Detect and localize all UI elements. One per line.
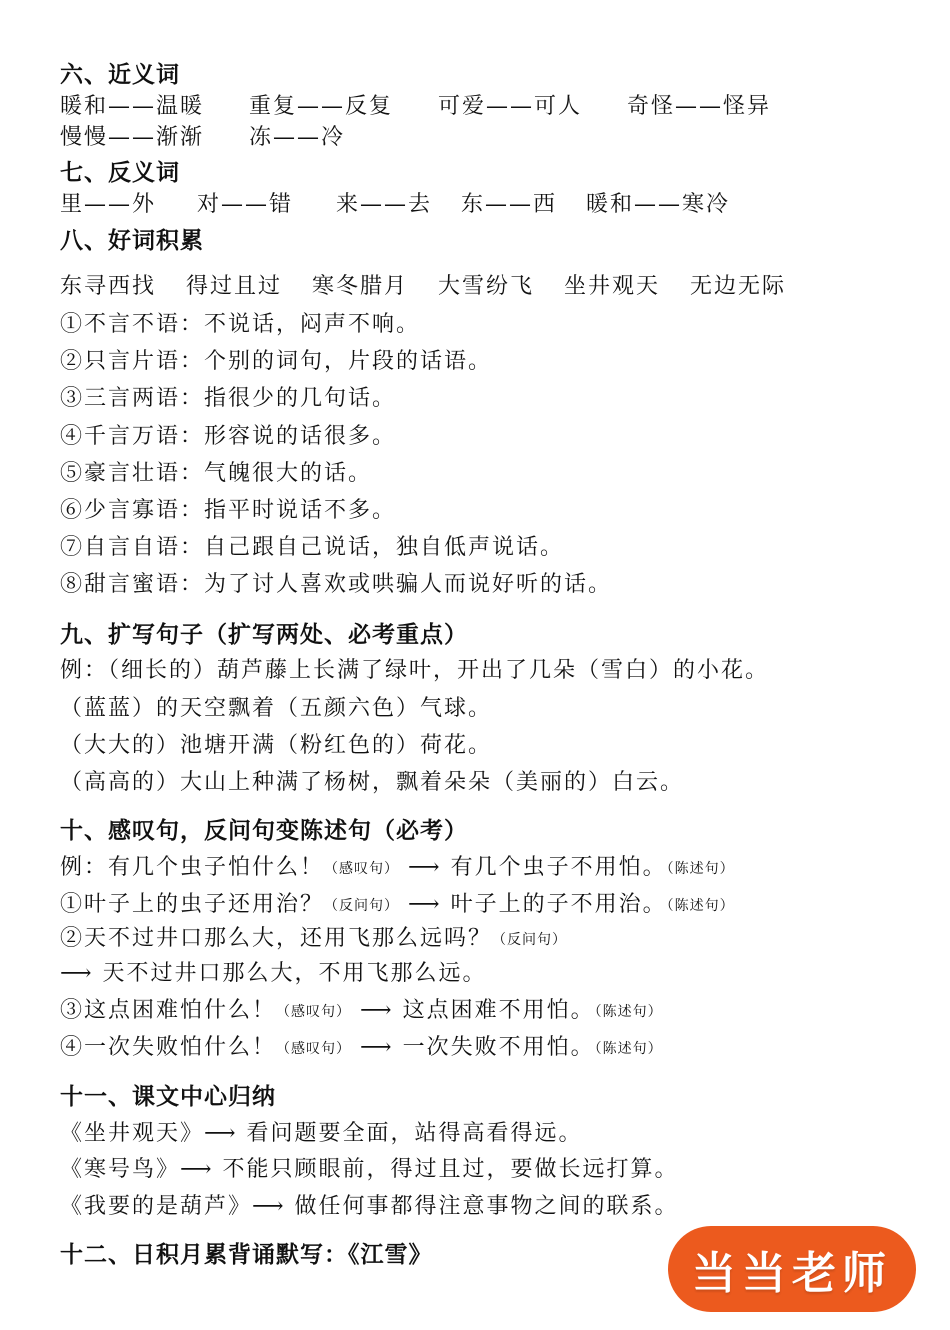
sentence-type-note: （感叹句） (276, 1041, 352, 1057)
sentence-transform-line (60, 1033, 663, 1064)
statement-sentence: 有几个虫子不用怕。 (450, 855, 667, 880)
statement-sentence: 天不过井口那么大，不用飞那么远。 (102, 961, 487, 986)
text-summary-line: 《坐井观天》⟶ 看问题要全面，站得高看得远。 (60, 1121, 583, 1146)
expand-sentence-line: （大大的）池塘开满（粉红色的）荷花。 (60, 733, 493, 758)
synonym-pair: 可爱——可人 (438, 94, 583, 119)
idiom-item: ①不言不语：不说话，闷声不响。 (60, 312, 421, 337)
sentence-type-note: （陈述句） (594, 1041, 663, 1057)
synonyms-row-2 (60, 123, 345, 153)
antonym-pair: 来——去 (336, 192, 433, 217)
original-sentence: ④一次失败怕什么！ (60, 1035, 277, 1060)
section-12-title: 十二、日积月累背诵默写：《江雪》 (60, 1242, 433, 1268)
arrow-icon: ⟶ (408, 892, 442, 917)
text-summary-line: 《寒号鸟》⟶ 不能只顾眼前，得过且过，要做长远打算。 (60, 1157, 679, 1182)
idiom-item: ⑧甜言蜜语：为了讨人喜欢或哄骗人而说好听的话。 (60, 572, 613, 597)
idiom-item: ②只言片语：个别的词句，片段的话语。 (60, 349, 493, 374)
text-summary-line: 《我要的是葫芦》⟶ 做任何事都得注意事物之间的联系。 (60, 1194, 679, 1219)
original-sentence: ③这点困难怕什么！ (60, 998, 277, 1023)
sentence-transform-line (60, 890, 735, 921)
idiom-item: ⑦自言自语：自己跟自己说话，独自低声说话。 (60, 535, 565, 560)
antonym-pair: 东——西 (461, 192, 558, 217)
sentence-type-note: （陈述句） (594, 1004, 663, 1020)
sentence-type-note: （反问句） (492, 932, 568, 948)
idiom-item: ⑤豪言壮语：气魄很大的话。 (60, 461, 373, 486)
section-8-title: 八、好词积累 (60, 228, 204, 254)
original-sentence: ①叶子上的虫子还用治？ (60, 892, 325, 917)
synonyms-row-1 (60, 92, 771, 122)
original-sentence: ②天不过井口那么大，还用飞那么远吗？ (60, 926, 493, 951)
statement-sentence: 一次失败不用怕。 (402, 1035, 595, 1060)
sentence-type-note: （感叹句） (324, 861, 400, 877)
antonym-pair: 里——外 (60, 192, 157, 217)
idiom-item: ④千言万语：形容说的话很多。 (60, 424, 397, 449)
antonyms-row (60, 190, 730, 220)
sentence-type-note: （感叹句） (276, 1004, 352, 1020)
section-7-title: 七、反义词 (60, 160, 180, 186)
good-word: 寒冬腊月 (312, 274, 409, 299)
statement-sentence: 这点困难不用怕。 (402, 998, 595, 1023)
section-10-title: 十、感叹句，反问句变陈述句（必考） (60, 818, 468, 844)
expand-sentence-line: 例：（细长的）葫芦藤上长满了绿叶，开出了几朵（雪白）的小花。 (60, 658, 770, 683)
sentence-transform-line (60, 996, 663, 1027)
good-words-row (60, 272, 786, 302)
watermark-text: 当当老师 (692, 1248, 892, 1299)
synonym-pair: 冻——冷 (249, 125, 346, 150)
expand-sentence-line: （高高的）大山上种满了杨树，飘着朵朵（美丽的）白云。 (60, 770, 685, 795)
sentence-transform-line (60, 853, 735, 884)
expand-sentence-line: （蓝蓝）的天空飘着（五颜六色）气球。 (60, 696, 493, 721)
sentence-type-note: （陈述句） (666, 898, 735, 914)
arrow-icon: ⟶ (360, 998, 394, 1023)
section-6-title: 六、近义词 (60, 62, 180, 88)
good-word: 东寻西找 (60, 274, 157, 299)
original-sentence: 例：有几个虫子怕什么！ (60, 855, 325, 880)
teacher-watermark-badge (668, 1226, 916, 1312)
synonym-pair: 慢慢——渐渐 (60, 125, 205, 150)
sentence-type-note: （反问句） (324, 898, 400, 914)
good-word: 坐井观天 (564, 274, 661, 299)
synonym-pair: 重复——反复 (249, 94, 394, 119)
idiom-item: ⑥少言寡语：指平时说话不多。 (60, 498, 397, 523)
arrow-icon: ⟶ (60, 961, 94, 986)
sentence-type-note: （陈述句） (666, 861, 735, 877)
good-word: 无边无际 (690, 274, 787, 299)
antonym-pair: 暖和——寒冷 (586, 192, 731, 217)
antonym-pair: 对——错 (197, 192, 294, 217)
synonym-pair: 暖和——温暖 (60, 94, 205, 119)
section-11-title: 十一、课文中心归纳 (60, 1084, 276, 1110)
synonym-pair: 奇怪——怪异 (627, 94, 772, 119)
good-word: 得过且过 (186, 274, 283, 299)
arrow-icon: ⟶ (360, 1035, 394, 1060)
idiom-item: ③三言两语：指很少的几句话。 (60, 386, 397, 411)
good-word: 大雪纷飞 (438, 274, 535, 299)
sentence-transform-line (60, 959, 487, 989)
section-9-title: 九、扩写句子（扩写两处、必考重点） (60, 622, 468, 648)
arrow-icon: ⟶ (408, 855, 442, 880)
statement-sentence: 叶子上的子不用治。 (450, 892, 667, 917)
sentence-transform-line (60, 924, 567, 955)
